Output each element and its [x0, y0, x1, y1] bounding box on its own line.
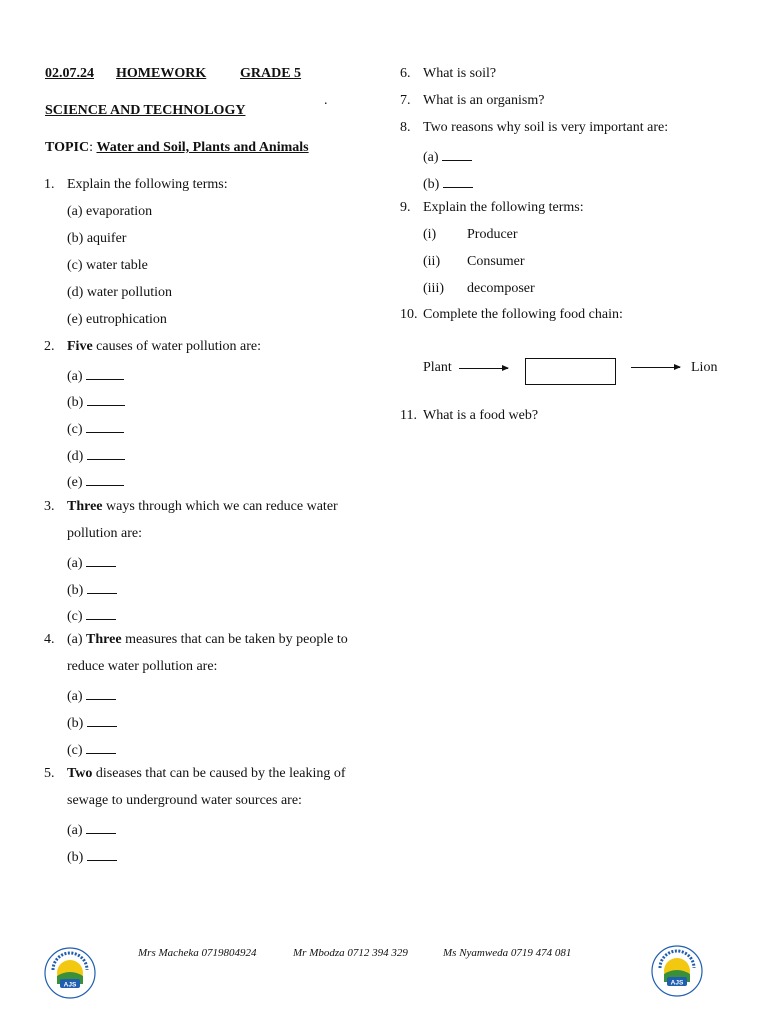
answer-blank[interactable] [87, 393, 125, 406]
q9-item-term: Producer [467, 227, 518, 242]
food-chain-end: Lion [691, 360, 718, 375]
q3-bold: Three [67, 499, 103, 514]
q4-rest: measures that can be taken by people to [121, 632, 348, 647]
q5-rest: diseases that can be caused by the leaking of [92, 766, 346, 781]
q9-item-label: (iii) [423, 281, 444, 296]
q9-text: Explain the following terms: [423, 200, 584, 215]
answer-blank[interactable] [86, 473, 124, 486]
contact-macheka: Mrs Macheka 0719804924 [138, 947, 257, 959]
food-chain-start: Plant [423, 360, 452, 375]
answer-blank[interactable] [86, 821, 116, 834]
q1-number: 1. [44, 177, 55, 192]
q2-answer [67, 367, 124, 384]
answer-blank[interactable] [443, 175, 473, 188]
q4-answer [67, 741, 116, 758]
homework-title: HOMEWORK [116, 66, 207, 81]
answer-label: (b) [67, 395, 84, 410]
answer-label: (a) [423, 150, 439, 165]
q9-number: 9. [400, 200, 411, 215]
q1-item: (b) aquifer [67, 231, 127, 246]
q6-number: 6. [400, 66, 411, 81]
answer-label: (b) [67, 716, 84, 731]
answer-blank[interactable] [86, 554, 116, 567]
q5-text [67, 767, 346, 781]
q10-number: 10. [400, 307, 418, 322]
q8-answer [423, 175, 473, 192]
q4-text-line2: reduce water pollution are: [67, 659, 218, 674]
answer-blank[interactable] [442, 148, 472, 161]
answer-blank[interactable] [86, 687, 116, 700]
answer-label: (a) [67, 689, 83, 704]
q8-answer [423, 148, 472, 165]
logo-text: AJS [670, 979, 684, 987]
answer-blank[interactable] [87, 581, 117, 594]
grade-label: GRADE 5 [240, 66, 302, 81]
answer-blank[interactable] [86, 607, 116, 620]
answer-blank[interactable] [86, 367, 124, 380]
q9-item-label: (i) [423, 227, 437, 242]
q3-rest: ways through which we can reduce water [102, 499, 338, 514]
school-logo-right [650, 944, 704, 998]
contact-mbodza: Mr Mbodza 0712 394 329 [293, 947, 408, 959]
answer-blank[interactable] [87, 848, 117, 861]
q5-answer [67, 821, 116, 838]
q3-text-line2: pollution are: [67, 526, 143, 541]
q1-item: (d) water pollution [67, 285, 172, 300]
answer-label: (e) [67, 475, 83, 490]
q2-number: 2. [44, 339, 55, 354]
q9-item-label: (ii) [423, 254, 441, 269]
q4-bold: Three [86, 632, 122, 647]
q10-text: Complete the following food chain: [423, 307, 623, 322]
topic-label: TOPIC [45, 140, 90, 155]
q2-rest: causes of water pollution are: [92, 339, 261, 354]
contact-nyamweda: Ms Nyamweda 0719 474 081 [443, 947, 572, 959]
q4-prefix: (a) [67, 632, 87, 647]
answer-label: (a) [67, 369, 83, 384]
q3-answer [67, 607, 116, 624]
q2-answer [67, 473, 124, 490]
answer-label: (c) [67, 422, 83, 437]
subject-heading: SCIENCE AND TECHNOLOGY [45, 103, 246, 118]
answer-label: (a) [67, 823, 83, 838]
topic-line [45, 141, 309, 155]
topic-text: Water and Soil, Plants and Animals [96, 140, 309, 155]
answer-label: (c) [67, 743, 83, 758]
q4-text [67, 633, 348, 647]
q9-item-term: decomposer [467, 281, 535, 296]
q2-bold: Five [67, 339, 93, 354]
answer-label: (d) [67, 449, 84, 464]
q3-text [67, 500, 338, 514]
q2-answer [67, 447, 125, 464]
answer-blank[interactable] [86, 741, 116, 754]
q3-answer [67, 554, 116, 571]
q7-text: What is an organism? [423, 93, 545, 108]
food-chain-answer-box[interactable] [525, 358, 616, 385]
q5-answer [67, 848, 117, 865]
answer-label: (a) [67, 556, 83, 571]
q5-text-line2: sewage to underground water sources are: [67, 793, 302, 808]
q5-number: 5. [44, 766, 55, 781]
q1-item: (a) evaporation [67, 204, 153, 219]
q8-number: 8. [400, 120, 411, 135]
homework-date: 02.07.24 [45, 66, 94, 81]
q1-item: (e) eutrophication [67, 312, 167, 327]
stray-dot: . [324, 93, 328, 108]
q3-answer [67, 581, 117, 598]
q9-item-term: Consumer [467, 254, 525, 269]
q2-text [67, 340, 261, 354]
q4-answer [67, 714, 117, 731]
q11-text: What is a food web? [423, 408, 539, 423]
q2-answer [67, 420, 124, 437]
food-chain-arrow-1 [459, 368, 508, 369]
answer-blank[interactable] [87, 447, 125, 460]
food-chain-arrow-2 [631, 367, 680, 368]
q7-number: 7. [400, 93, 411, 108]
q6-text: What is soil? [423, 66, 497, 81]
answer-blank[interactable] [86, 420, 124, 433]
q8-text: Two reasons why soil is very important are: [423, 120, 669, 135]
answer-label: (b) [67, 850, 84, 865]
answer-label: (b) [67, 583, 84, 598]
q3-number: 3. [44, 499, 55, 514]
q2-answer [67, 393, 125, 410]
q4-number: 4. [44, 632, 55, 647]
answer-label: (b) [423, 177, 440, 192]
q11-number: 11. [400, 408, 417, 423]
q1-item: (c) water table [67, 258, 148, 273]
topic-colon: : [89, 140, 93, 155]
logo-text: AJS [63, 981, 77, 989]
q4-answer [67, 687, 116, 704]
answer-label: (c) [67, 609, 83, 624]
school-logo-left [43, 946, 97, 1000]
q5-bold: Two [67, 766, 93, 781]
answer-blank[interactable] [87, 714, 117, 727]
q1-text: Explain the following terms: [67, 177, 228, 192]
